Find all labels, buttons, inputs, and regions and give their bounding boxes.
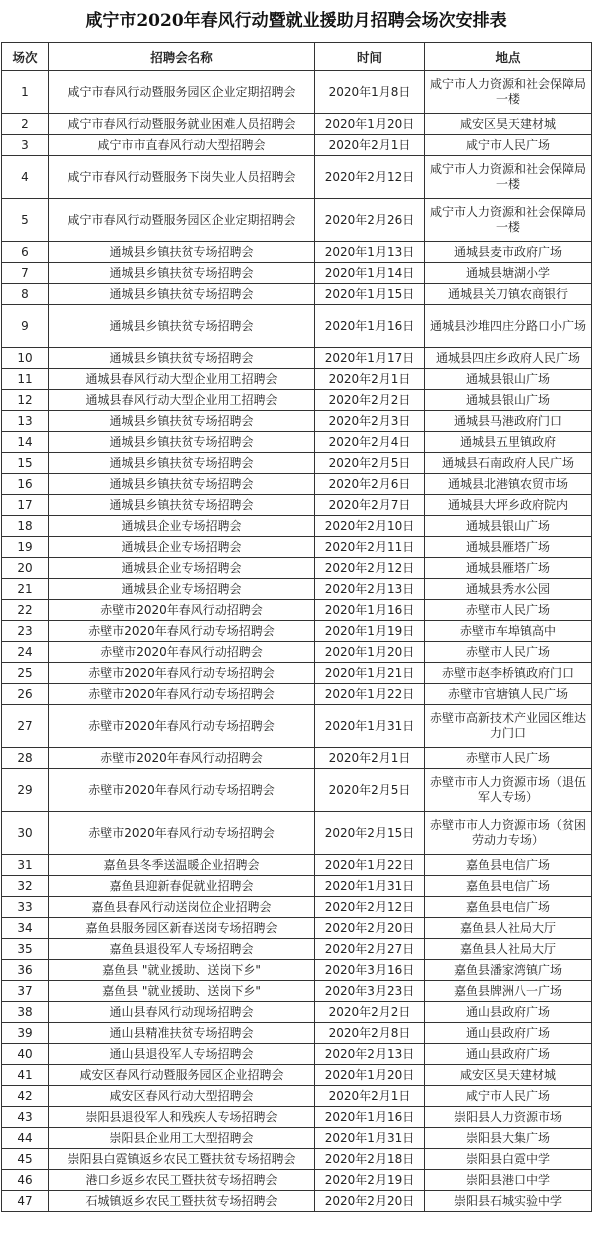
schedule-table — [1, 42, 592, 1212]
date-cell: 2020年2月1日 — [315, 1086, 425, 1107]
session-number-cell: 4 — [2, 156, 49, 199]
date-cell: 2020年1月16日 — [315, 305, 425, 348]
session-number-cell: 14 — [2, 432, 49, 453]
location-cell: 通城县银山广场 — [425, 369, 592, 390]
date-cell: 2020年1月19日 — [315, 621, 425, 642]
fair-name-cell: 通城县乡镇扶贫专场招聘会 — [49, 284, 315, 305]
table-row — [2, 705, 592, 748]
session-number-cell: 5 — [2, 199, 49, 242]
date-cell: 2020年2月2日 — [315, 390, 425, 411]
date-cell: 2020年1月8日 — [315, 71, 425, 114]
date-cell: 2020年2月10日 — [315, 516, 425, 537]
fair-name-cell: 通城县乡镇扶贫专场招聘会 — [49, 263, 315, 284]
column-header-name: 招聘会名称 — [49, 43, 315, 71]
location-cell: 赤壁市人民广场 — [425, 642, 592, 663]
table-row — [2, 156, 592, 199]
location-cell: 崇阳县港口中学 — [425, 1170, 592, 1191]
table-row — [2, 748, 592, 769]
table-row — [2, 348, 592, 369]
table-row — [2, 1086, 592, 1107]
date-cell: 2020年1月15日 — [315, 284, 425, 305]
table-row — [2, 453, 592, 474]
fair-name-cell: 通城县企业专场招聘会 — [49, 516, 315, 537]
fair-name-cell: 通城县企业专场招聘会 — [49, 558, 315, 579]
session-number-cell: 27 — [2, 705, 49, 748]
fair-name-cell: 港口乡返乡农民工暨扶贫专场招聘会 — [49, 1170, 315, 1191]
table-row — [2, 663, 592, 684]
location-cell: 嘉鱼县电信广场 — [425, 897, 592, 918]
date-cell: 2020年3月16日 — [315, 960, 425, 981]
date-cell: 2020年2月8日 — [315, 1023, 425, 1044]
session-number-cell: 17 — [2, 495, 49, 516]
table-row — [2, 537, 592, 558]
table-row — [2, 684, 592, 705]
table-row — [2, 199, 592, 242]
fair-name-cell: 赤壁市2020年春风行动招聘会 — [49, 600, 315, 621]
fair-name-cell: 通城县乡镇扶贫专场招聘会 — [49, 411, 315, 432]
location-cell: 赤壁市赵李桥镇政府门口 — [425, 663, 592, 684]
table-row — [2, 600, 592, 621]
fair-name-cell: 咸安区春风行动暨服务园区企业招聘会 — [49, 1065, 315, 1086]
table-row — [2, 981, 592, 1002]
fair-name-cell: 咸宁市春风行动暨服务园区企业定期招聘会 — [49, 71, 315, 114]
session-number-cell: 3 — [2, 135, 49, 156]
session-number-cell: 32 — [2, 876, 49, 897]
table-row — [2, 495, 592, 516]
fair-name-cell: 咸安区春风行动大型招聘会 — [49, 1086, 315, 1107]
session-number-cell: 24 — [2, 642, 49, 663]
fair-name-cell: 通城县乡镇扶贫专场招聘会 — [49, 305, 315, 348]
fair-name-cell: 嘉鱼县春风行动送岗位企业招聘会 — [49, 897, 315, 918]
fair-name-cell: 赤壁市2020年春风行动专场招聘会 — [49, 621, 315, 642]
table-row — [2, 1128, 592, 1149]
fair-name-cell: 赤壁市2020年春风行动招聘会 — [49, 748, 315, 769]
column-header-session: 场次 — [2, 43, 49, 71]
location-cell: 赤壁市人民广场 — [425, 600, 592, 621]
fair-name-cell: 嘉鱼县服务园区新春送岗专场招聘会 — [49, 918, 315, 939]
date-cell: 2020年1月13日 — [315, 242, 425, 263]
fair-name-cell: 赤壁市2020年春风行动专场招聘会 — [49, 705, 315, 748]
fair-name-cell: 通山县退役军人专场招聘会 — [49, 1044, 315, 1065]
session-number-cell: 7 — [2, 263, 49, 284]
session-number-cell: 10 — [2, 348, 49, 369]
session-number-cell: 11 — [2, 369, 49, 390]
fair-name-cell: 通山县精准扶贫专场招聘会 — [49, 1023, 315, 1044]
fair-name-cell: 通城县乡镇扶贫专场招聘会 — [49, 453, 315, 474]
table-row — [2, 284, 592, 305]
location-cell: 嘉鱼县人社局大厅 — [425, 918, 592, 939]
location-cell: 咸宁市人力资源和社会保障局一楼 — [425, 199, 592, 242]
fair-name-cell: 赤壁市2020年春风行动专场招聘会 — [49, 769, 315, 812]
session-number-cell: 45 — [2, 1149, 49, 1170]
location-cell: 崇阳县白霓中学 — [425, 1149, 592, 1170]
table-row — [2, 1149, 592, 1170]
session-number-cell: 47 — [2, 1191, 49, 1212]
session-number-cell: 44 — [2, 1128, 49, 1149]
location-cell: 嘉鱼县人社局大厅 — [425, 939, 592, 960]
location-cell: 通城县石南政府人民广场 — [425, 453, 592, 474]
location-cell: 赤壁市车埠镇高中 — [425, 621, 592, 642]
date-cell: 2020年2月1日 — [315, 369, 425, 390]
location-cell: 赤壁市官塘镇人民广场 — [425, 684, 592, 705]
table-row — [2, 516, 592, 537]
session-number-cell: 1 — [2, 71, 49, 114]
table-row — [2, 918, 592, 939]
date-cell: 2020年2月5日 — [315, 769, 425, 812]
date-cell: 2020年1月20日 — [315, 642, 425, 663]
date-cell: 2020年2月12日 — [315, 156, 425, 199]
date-cell: 2020年1月31日 — [315, 876, 425, 897]
table-header-row — [2, 43, 592, 71]
location-cell: 崇阳县石城实验中学 — [425, 1191, 592, 1212]
location-cell: 通城县关刀镇农商银行 — [425, 284, 592, 305]
session-number-cell: 42 — [2, 1086, 49, 1107]
session-number-cell: 34 — [2, 918, 49, 939]
location-cell: 嘉鱼县牌洲八一广场 — [425, 981, 592, 1002]
session-number-cell: 23 — [2, 621, 49, 642]
date-cell: 2020年2月1日 — [315, 748, 425, 769]
fair-name-cell: 通城县春风行动大型企业用工招聘会 — [49, 390, 315, 411]
fair-name-cell: 通城县春风行动大型企业用工招聘会 — [49, 369, 315, 390]
table-row — [2, 1023, 592, 1044]
date-cell: 2020年2月12日 — [315, 558, 425, 579]
location-cell: 赤壁市市人力资源市场（贫困劳动力专场） — [425, 812, 592, 855]
table-row — [2, 305, 592, 348]
session-number-cell: 21 — [2, 579, 49, 600]
location-cell: 嘉鱼县潘家湾镇广场 — [425, 960, 592, 981]
location-cell: 通城县北港镇农贸市场 — [425, 474, 592, 495]
table-row — [2, 1107, 592, 1128]
fair-name-cell: 崇阳县白霓镇返乡农民工暨扶贫专场招聘会 — [49, 1149, 315, 1170]
fair-name-cell: 赤壁市2020年春风行动专场招聘会 — [49, 812, 315, 855]
date-cell: 2020年1月21日 — [315, 663, 425, 684]
table-row — [2, 558, 592, 579]
table-row — [2, 432, 592, 453]
table-row — [2, 960, 592, 981]
session-number-cell: 22 — [2, 600, 49, 621]
date-cell: 2020年1月22日 — [315, 684, 425, 705]
fair-name-cell: 崇阳县企业用工大型招聘会 — [49, 1128, 315, 1149]
fair-name-cell: 通城县乡镇扶贫专场招聘会 — [49, 495, 315, 516]
location-cell: 咸宁市人民广场 — [425, 135, 592, 156]
date-cell: 2020年2月26日 — [315, 199, 425, 242]
date-cell: 2020年2月27日 — [315, 939, 425, 960]
fair-name-cell: 嘉鱼县 "就业援助、送岗下乡" — [49, 981, 315, 1002]
table-row — [2, 411, 592, 432]
table-row — [2, 71, 592, 114]
date-cell: 2020年2月13日 — [315, 579, 425, 600]
date-cell: 2020年2月13日 — [315, 1044, 425, 1065]
table-row — [2, 135, 592, 156]
table-row — [2, 1170, 592, 1191]
location-cell: 通城县秀水公园 — [425, 579, 592, 600]
date-cell: 2020年2月19日 — [315, 1170, 425, 1191]
session-number-cell: 13 — [2, 411, 49, 432]
session-number-cell: 37 — [2, 981, 49, 1002]
location-cell: 崇阳县大集广场 — [425, 1128, 592, 1149]
date-cell: 2020年2月18日 — [315, 1149, 425, 1170]
table-row — [2, 621, 592, 642]
session-number-cell: 8 — [2, 284, 49, 305]
session-number-cell: 36 — [2, 960, 49, 981]
session-number-cell: 19 — [2, 537, 49, 558]
fair-name-cell: 嘉鱼县冬季送温暖企业招聘会 — [49, 855, 315, 876]
location-cell: 咸宁市人民广场 — [425, 1086, 592, 1107]
date-cell: 2020年2月5日 — [315, 453, 425, 474]
fair-name-cell: 嘉鱼县退役军人专场招聘会 — [49, 939, 315, 960]
table-row — [2, 897, 592, 918]
session-number-cell: 35 — [2, 939, 49, 960]
table-row — [2, 390, 592, 411]
location-cell: 通山县政府广场 — [425, 1023, 592, 1044]
date-cell: 2020年2月4日 — [315, 432, 425, 453]
fair-name-cell: 赤壁市2020年春风行动招聘会 — [49, 642, 315, 663]
date-cell: 2020年1月22日 — [315, 855, 425, 876]
date-cell: 2020年1月31日 — [315, 1128, 425, 1149]
table-row — [2, 579, 592, 600]
date-cell: 2020年2月15日 — [315, 812, 425, 855]
session-number-cell: 25 — [2, 663, 49, 684]
location-cell: 通城县雁塔广场 — [425, 537, 592, 558]
session-number-cell: 6 — [2, 242, 49, 263]
fair-name-cell: 咸宁市春风行动暨服务下岗失业人员招聘会 — [49, 156, 315, 199]
location-cell: 赤壁市人民广场 — [425, 748, 592, 769]
session-number-cell: 29 — [2, 769, 49, 812]
table-row — [2, 474, 592, 495]
date-cell: 2020年1月14日 — [315, 263, 425, 284]
session-number-cell: 43 — [2, 1107, 49, 1128]
fair-name-cell: 崇阳县退役军人和残疾人专场招聘会 — [49, 1107, 315, 1128]
fair-name-cell: 咸宁市市直春风行动大型招聘会 — [49, 135, 315, 156]
location-cell: 咸安区昊天建材城 — [425, 1065, 592, 1086]
date-cell: 2020年2月1日 — [315, 135, 425, 156]
location-cell: 通城县大坪乡政府院内 — [425, 495, 592, 516]
location-cell: 通山县政府广场 — [425, 1002, 592, 1023]
location-cell: 嘉鱼县电信广场 — [425, 876, 592, 897]
location-cell: 赤壁市市人力资源市场（退伍军人专场） — [425, 769, 592, 812]
location-cell: 通城县雁塔广场 — [425, 558, 592, 579]
fair-name-cell: 嘉鱼县迎新春促就业招聘会 — [49, 876, 315, 897]
fair-name-cell: 通城县企业专场招聘会 — [49, 579, 315, 600]
date-cell: 2020年1月16日 — [315, 1107, 425, 1128]
fair-name-cell: 赤壁市2020年春风行动专场招聘会 — [49, 663, 315, 684]
location-cell: 通城县银山广场 — [425, 516, 592, 537]
date-cell: 2020年1月16日 — [315, 600, 425, 621]
location-cell: 通城县马港政府门口 — [425, 411, 592, 432]
page-title: 咸宁市2020年春风行动暨就业援助月招聘会场次安排表 — [85, 11, 507, 31]
date-cell: 2020年2月20日 — [315, 918, 425, 939]
location-cell: 嘉鱼县电信广场 — [425, 855, 592, 876]
location-cell: 通城县沙堆四庄分路口小广场 — [425, 305, 592, 348]
fair-name-cell: 通城县乡镇扶贫专场招聘会 — [49, 242, 315, 263]
session-number-cell: 2 — [2, 114, 49, 135]
fair-name-cell: 通城县乡镇扶贫专场招聘会 — [49, 432, 315, 453]
location-cell: 通城县塘湖小学 — [425, 263, 592, 284]
session-number-cell: 40 — [2, 1044, 49, 1065]
date-cell: 2020年2月3日 — [315, 411, 425, 432]
column-header-location: 地点 — [425, 43, 592, 71]
location-cell: 咸宁市人力资源和社会保障局一楼 — [425, 71, 592, 114]
fair-name-cell: 通城县乡镇扶贫专场招聘会 — [49, 474, 315, 495]
date-cell: 2020年1月20日 — [315, 1065, 425, 1086]
table-row — [2, 876, 592, 897]
date-cell: 2020年2月6日 — [315, 474, 425, 495]
table-row — [2, 1002, 592, 1023]
location-cell: 通山县政府广场 — [425, 1044, 592, 1065]
session-number-cell: 20 — [2, 558, 49, 579]
table-row — [2, 769, 592, 812]
session-number-cell: 12 — [2, 390, 49, 411]
location-cell: 咸安区昊天建材城 — [425, 114, 592, 135]
session-number-cell: 39 — [2, 1023, 49, 1044]
session-number-cell: 31 — [2, 855, 49, 876]
session-number-cell: 46 — [2, 1170, 49, 1191]
date-cell: 2020年1月31日 — [315, 705, 425, 748]
location-cell: 通城县银山广场 — [425, 390, 592, 411]
table-row — [2, 1065, 592, 1086]
location-cell: 通城县麦市政府广场 — [425, 242, 592, 263]
table-row — [2, 642, 592, 663]
fair-name-cell: 嘉鱼县 "就业援助、送岗下乡" — [49, 960, 315, 981]
session-number-cell: 9 — [2, 305, 49, 348]
location-cell: 通城县四庄乡政府人民广场 — [425, 348, 592, 369]
table-row — [2, 812, 592, 855]
fair-name-cell: 通城县企业专场招聘会 — [49, 537, 315, 558]
fair-name-cell: 赤壁市2020年春风行动专场招聘会 — [49, 684, 315, 705]
table-row — [2, 114, 592, 135]
date-cell: 2020年1月20日 — [315, 114, 425, 135]
location-cell: 赤壁市高新技术产业园区维达力门口 — [425, 705, 592, 748]
fair-name-cell: 咸宁市春风行动暨服务就业困难人员招聘会 — [49, 114, 315, 135]
session-number-cell: 18 — [2, 516, 49, 537]
table-row — [2, 939, 592, 960]
date-cell: 2020年2月11日 — [315, 537, 425, 558]
column-header-date: 时间 — [315, 43, 425, 71]
session-number-cell: 30 — [2, 812, 49, 855]
date-cell: 2020年2月20日 — [315, 1191, 425, 1212]
table-row — [2, 369, 592, 390]
session-number-cell: 26 — [2, 684, 49, 705]
session-number-cell: 38 — [2, 1002, 49, 1023]
location-cell: 咸宁市人力资源和社会保障局一楼 — [425, 156, 592, 199]
table-row — [2, 242, 592, 263]
table-row — [2, 1191, 592, 1212]
fair-name-cell: 石城镇返乡农民工暨扶贫专场招聘会 — [49, 1191, 315, 1212]
session-number-cell: 41 — [2, 1065, 49, 1086]
session-number-cell: 15 — [2, 453, 49, 474]
location-cell: 崇阳县人力资源市场 — [425, 1107, 592, 1128]
fair-name-cell: 咸宁市春风行动暨服务园区企业定期招聘会 — [49, 199, 315, 242]
date-cell: 2020年2月12日 — [315, 897, 425, 918]
table-row — [2, 1044, 592, 1065]
session-number-cell: 33 — [2, 897, 49, 918]
session-number-cell: 28 — [2, 748, 49, 769]
table-row — [2, 263, 592, 284]
table-body — [2, 71, 592, 1212]
date-cell: 2020年2月7日 — [315, 495, 425, 516]
fair-name-cell: 通山县春风行动现场招聘会 — [49, 1002, 315, 1023]
fair-name-cell: 通城县乡镇扶贫专场招聘会 — [49, 348, 315, 369]
date-cell: 2020年3月23日 — [315, 981, 425, 1002]
session-number-cell: 16 — [2, 474, 49, 495]
date-cell: 2020年2月2日 — [315, 1002, 425, 1023]
location-cell: 通城县五里镇政府 — [425, 432, 592, 453]
table-row — [2, 855, 592, 876]
date-cell: 2020年1月17日 — [315, 348, 425, 369]
